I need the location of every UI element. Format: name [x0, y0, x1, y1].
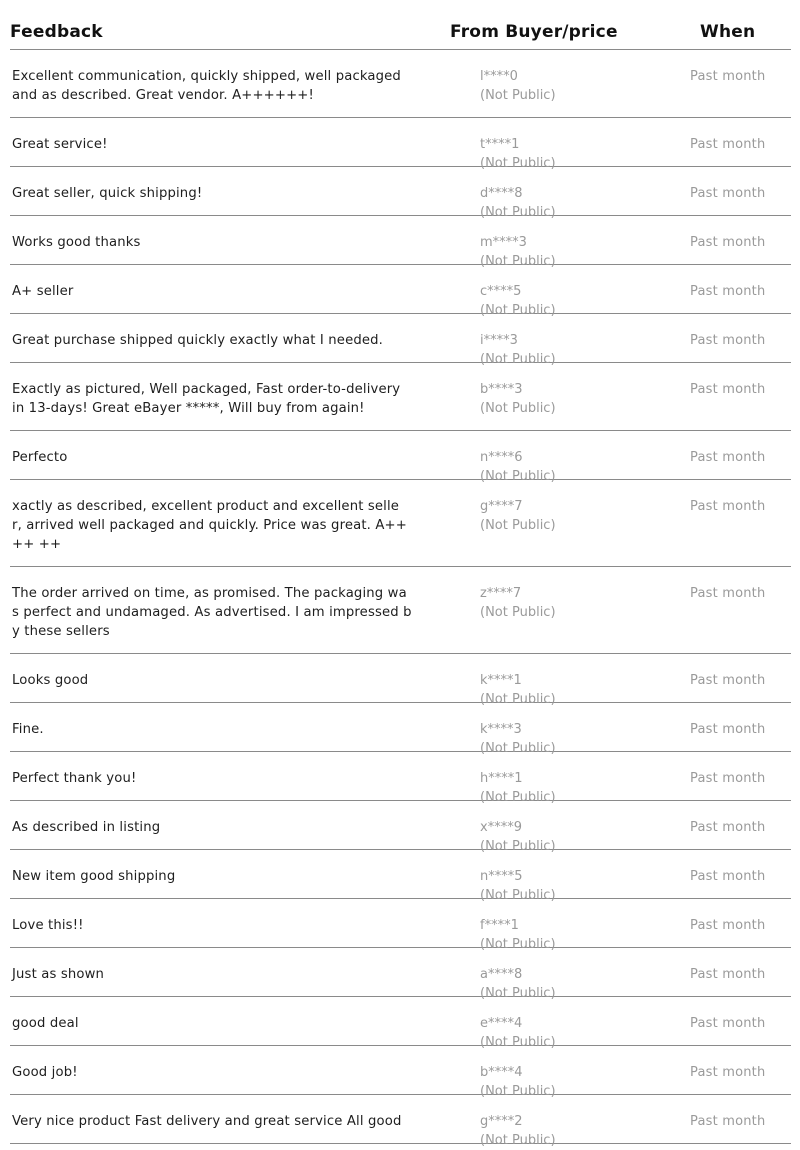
when-text: Past month: [690, 284, 766, 299]
table-row: [10, 703, 791, 756]
buyer-privacy: (Not Public): [480, 986, 556, 1001]
when-text: Past month: [690, 918, 766, 933]
feedback-text: xactly as described, excellent product and excellent selle r, arrived well packaged and quickly. Price was great. A++ ++ ++: [12, 499, 407, 552]
buyer-name: g****2: [480, 1114, 523, 1129]
buyer-privacy: (Not Public): [480, 303, 556, 318]
when-text: Past month: [690, 722, 766, 737]
table-row: [10, 752, 791, 805]
table-row: [10, 118, 791, 171]
when-text: Past month: [690, 333, 766, 348]
buyer-cell: [480, 1112, 556, 1150]
table-row: [10, 1095, 791, 1148]
buyer-name: b****4: [480, 1065, 523, 1080]
when-text: Past month: [690, 235, 766, 250]
buyer-name: g****7: [480, 499, 523, 514]
when-text: Past month: [690, 820, 766, 835]
buyer-cell: [480, 584, 556, 622]
when-text: Past month: [690, 450, 766, 465]
feedback-text: The order arrived on time, as promised. The packaging wa s perfect and undamaged. As advertised. I am impressed b y these sellers: [12, 586, 412, 639]
buyer-privacy: (Not Public): [480, 401, 556, 416]
table-row: [10, 654, 791, 707]
feedback-text: Exactly as pictured, Well packaged, Fast order-to-delivery in 13-days! Great eBayer *****, Will buy from again!: [12, 382, 401, 416]
buyer-privacy: (Not Public): [480, 518, 556, 533]
table-row: [10, 997, 791, 1050]
buyer-privacy: (Not Public): [480, 352, 556, 367]
buyer-privacy: (Not Public): [480, 205, 556, 220]
buyer-name: i****3: [480, 333, 518, 348]
table-row: [10, 431, 791, 484]
header-when[interactable]: When: [700, 22, 756, 42]
buyer-cell: [480, 380, 556, 418]
feedback-table: [10, 0, 791, 1148]
buyer-privacy: (Not Public): [480, 937, 556, 952]
buyer-privacy: (Not Public): [480, 469, 556, 484]
feedback-text: Very nice product Fast delivery and great service All good: [12, 1114, 402, 1129]
table-row: [10, 265, 791, 318]
feedback-text: As described in listing: [12, 820, 161, 835]
buyer-privacy: (Not Public): [480, 790, 556, 805]
buyer-privacy: (Not Public): [480, 1133, 556, 1148]
buyer-privacy: (Not Public): [480, 605, 556, 620]
table-row: [10, 1046, 791, 1099]
feedback-text: Perfect thank you!: [12, 771, 137, 786]
when-text: Past month: [690, 1114, 766, 1129]
when-text: Past month: [690, 499, 766, 514]
buyer-name: z****7: [480, 586, 522, 601]
buyer-name: b****3: [480, 382, 523, 397]
buyer-privacy: (Not Public): [480, 88, 556, 103]
buyer-name: c****5: [480, 284, 522, 299]
buyer-privacy: (Not Public): [480, 839, 556, 854]
table-row: [10, 899, 791, 952]
table-row: [10, 314, 791, 367]
table-row: [10, 480, 791, 567]
table-row: [10, 801, 791, 854]
when-text: Past month: [690, 69, 766, 84]
buyer-name: k****3: [480, 722, 522, 737]
when-text: Past month: [690, 869, 766, 884]
feedback-text: Perfecto: [12, 450, 68, 465]
buyer-name: d****8: [480, 186, 523, 201]
buyer-privacy: (Not Public): [480, 741, 556, 756]
when-text: Past month: [690, 1016, 766, 1031]
table-row: [10, 363, 791, 431]
feedback-text: Great seller, quick shipping!: [12, 186, 203, 201]
buyer-privacy: (Not Public): [480, 1084, 556, 1099]
when-text: Past month: [690, 186, 766, 201]
table-row: [10, 216, 791, 269]
buyer-name: n****6: [480, 450, 523, 465]
table-row: [10, 850, 791, 903]
buyer-name: n****5: [480, 869, 523, 884]
feedback-text: good deal: [12, 1016, 79, 1031]
buyer-privacy: (Not Public): [480, 254, 556, 269]
feedback-text: Great purchase shipped quickly exactly what I needed.: [12, 333, 383, 348]
feedback-text: Looks good: [12, 673, 89, 688]
when-text: Past month: [690, 137, 766, 152]
buyer-name: l****0: [480, 69, 518, 84]
buyer-privacy: (Not Public): [480, 692, 556, 707]
buyer-name: f****1: [480, 918, 519, 933]
feedback-text: Love this!!: [12, 918, 84, 933]
buyer-name: a****8: [480, 967, 523, 982]
table-header: [10, 0, 791, 50]
buyer-name: t****1: [480, 137, 520, 152]
header-buyer-price[interactable]: From Buyer/price: [450, 22, 618, 42]
when-text: Past month: [690, 1065, 766, 1080]
when-text: Past month: [690, 382, 766, 397]
table-row: [10, 167, 791, 220]
buyer-cell: [480, 497, 556, 535]
when-text: Past month: [690, 586, 766, 601]
table-row: [10, 948, 791, 1001]
feedback-text: Just as shown: [12, 967, 105, 982]
when-text: Past month: [690, 673, 766, 688]
feedback-text: A+ seller: [12, 284, 74, 299]
feedback-text: New item good shipping: [12, 869, 176, 884]
buyer-cell: [480, 67, 556, 105]
table-row: [10, 50, 791, 118]
header-feedback[interactable]: Feedback: [10, 22, 103, 42]
buyer-name: e****4: [480, 1016, 523, 1031]
feedback-text: Fine.: [12, 722, 44, 737]
feedback-text: Excellent communication, quickly shipped, well packaged and as described. Great vendor. A++++++!: [12, 69, 401, 103]
buyer-privacy: (Not Public): [480, 888, 556, 903]
buyer-name: x****9: [480, 820, 522, 835]
feedback-text: Great service!: [12, 137, 108, 152]
buyer-privacy: (Not Public): [480, 156, 556, 171]
when-text: Past month: [690, 771, 766, 786]
when-text: Past month: [690, 967, 766, 982]
buyer-name: h****1: [480, 771, 523, 786]
buyer-name: m****3: [480, 235, 527, 250]
table-row: [10, 567, 791, 654]
buyer-name: k****1: [480, 673, 522, 688]
feedback-text: Good job!: [12, 1065, 78, 1080]
feedback-text: Works good thanks: [12, 235, 141, 250]
buyer-privacy: (Not Public): [480, 1035, 556, 1050]
